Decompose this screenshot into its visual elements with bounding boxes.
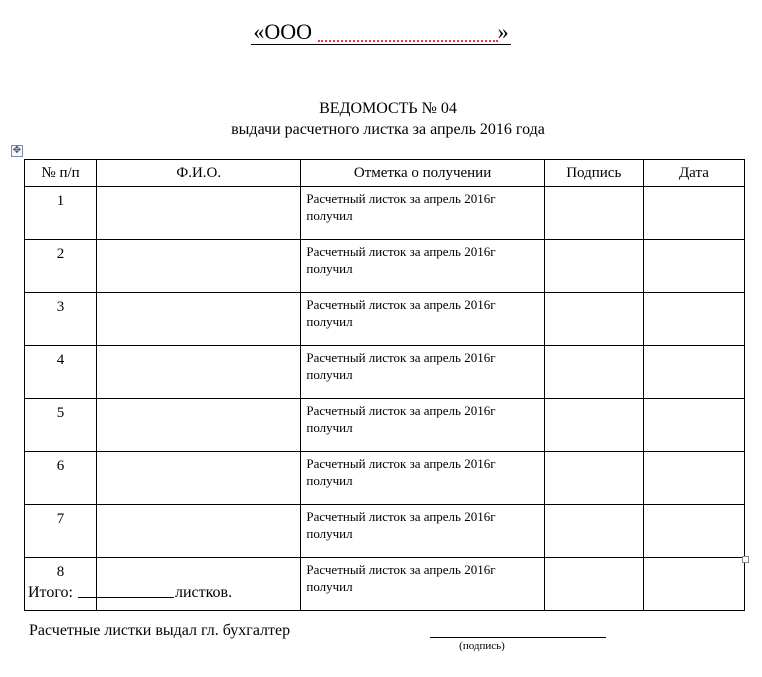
table-move-handle-icon[interactable]: ✥ — [12, 145, 22, 156]
table-row — [25, 505, 745, 558]
total-prefix: Итого: — [28, 584, 77, 601]
company-name — [0, 18, 762, 46]
document-subtitle: выдачи расчетного листка за апрель 2016 года — [231, 121, 545, 138]
row-number: 5 — [25, 399, 97, 452]
signature-cell[interactable] — [544, 505, 643, 558]
column-header-receipt: Отметка о получении — [301, 160, 544, 187]
row-number: 1 — [25, 187, 97, 240]
receipt-cell: Расчетный листок за апрель 2016г получил — [301, 505, 544, 558]
table-row — [25, 346, 745, 399]
signature-cell[interactable] — [544, 346, 643, 399]
receipt-cell: Расчетный листок за апрель 2016г получил — [301, 558, 544, 611]
receipt-cell: Расчетный листок за апрель 2016г получил — [301, 346, 544, 399]
row-number: 7 — [25, 505, 97, 558]
company-close: » — [497, 19, 509, 44]
name-cell[interactable] — [97, 293, 301, 346]
row-number: 6 — [25, 452, 97, 505]
date-cell[interactable] — [643, 293, 744, 346]
column-header-number: № п/п — [25, 160, 97, 187]
column-header-signature: Подпись — [544, 160, 643, 187]
signature-cell[interactable] — [544, 240, 643, 293]
table-resize-handle-icon[interactable] — [742, 556, 749, 563]
table-row — [25, 399, 745, 452]
signature-cell[interactable] — [544, 187, 643, 240]
name-cell[interactable] — [97, 399, 301, 452]
table-row — [25, 293, 745, 346]
column-header-date: Дата — [643, 160, 744, 187]
name-cell[interactable] — [97, 240, 301, 293]
table-row — [25, 187, 745, 240]
date-cell[interactable] — [643, 399, 744, 452]
company-name-underline — [251, 19, 510, 45]
date-cell[interactable] — [643, 240, 744, 293]
row-number: 3 — [25, 293, 97, 346]
date-cell[interactable] — [643, 346, 744, 399]
receipt-cell: Расчетный листок за апрель 2016г получил — [301, 187, 544, 240]
name-cell[interactable] — [97, 346, 301, 399]
issuance-table — [24, 159, 745, 611]
company-name-blank[interactable] — [318, 20, 498, 42]
row-number: 2 — [25, 240, 97, 293]
company-open: «ООО — [253, 19, 318, 44]
signature-line[interactable] — [430, 637, 606, 638]
name-cell[interactable] — [97, 452, 301, 505]
total-count-blank[interactable] — [78, 581, 174, 598]
receipt-cell: Расчетный листок за апрель 2016г получил — [301, 293, 544, 346]
date-cell[interactable] — [643, 452, 744, 505]
name-cell[interactable] — [97, 505, 301, 558]
date-cell[interactable] — [643, 505, 744, 558]
signature-cell[interactable] — [544, 558, 643, 611]
signature-cell[interactable] — [544, 452, 643, 505]
receipt-cell: Расчетный листок за апрель 2016г получил — [301, 240, 544, 293]
receipt-cell: Расчетный листок за апрель 2016г получил — [301, 399, 544, 452]
total-sheets-line — [28, 581, 232, 603]
signature-cell[interactable] — [544, 293, 643, 346]
total-suffix: листков. — [174, 584, 233, 601]
signature-caption: (подпись) — [459, 640, 505, 652]
table-header-row — [25, 160, 745, 187]
table-row — [25, 452, 745, 505]
issuer-label: Расчетные листки выдал гл. бухгалтер — [29, 622, 291, 639]
column-header-name: Ф.И.О. — [97, 160, 301, 187]
signature-cell[interactable] — [544, 399, 643, 452]
row-number: 4 — [25, 346, 97, 399]
date-cell[interactable] — [643, 558, 744, 611]
row-number: 8 — [25, 558, 97, 611]
table-row — [25, 240, 745, 293]
receipt-cell: Расчетный листок за апрель 2016г получил — [301, 452, 544, 505]
name-cell[interactable] — [97, 187, 301, 240]
document-title: ВЕДОМОСТЬ № 04 — [319, 100, 457, 117]
date-cell[interactable] — [643, 187, 744, 240]
